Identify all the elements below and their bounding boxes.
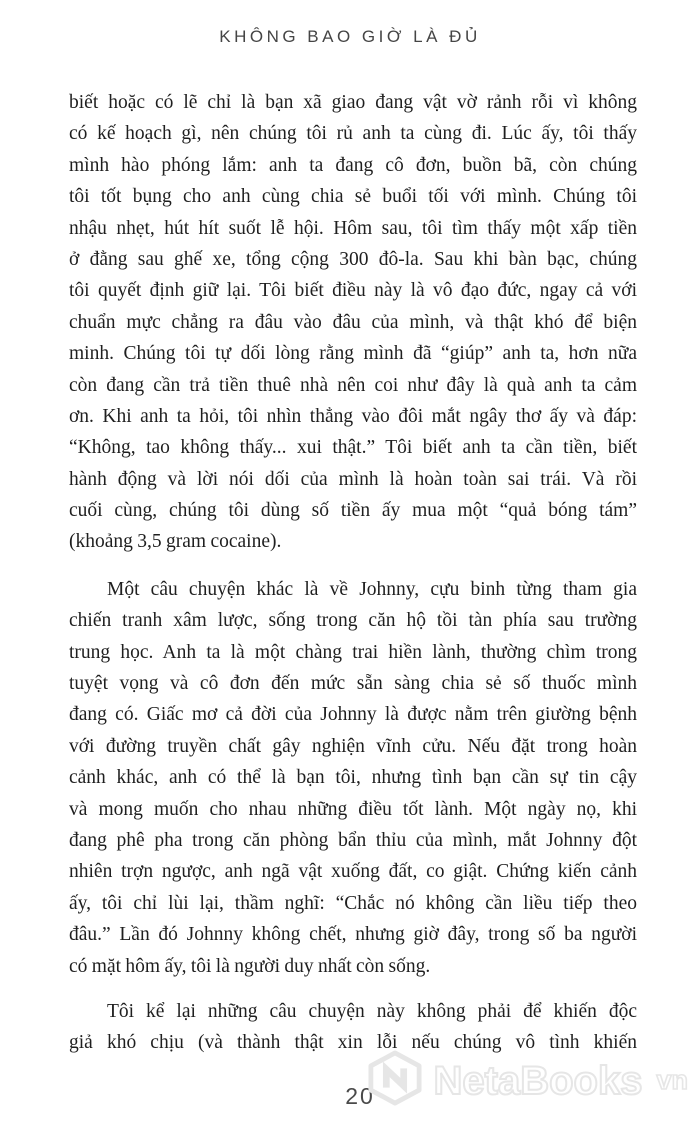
text-line: cuối cùng, chúng tôi dùng số tiền ấy mua một “quả bóng tám” <box>69 500 637 522</box>
text-line: và mong muốn cho nhau những điều tốt lành. Một ngày nọ, khi <box>69 798 637 820</box>
text-line: minh. Chúng tôi tự dối lòng rằng mình đã “giúp” anh ta, hơn nữa <box>69 343 637 365</box>
text-line: hành động và lời nói dối của mình là hoàn toàn sai trái. Và rồi <box>69 468 637 490</box>
text-line: còn đang cần trả tiền thuê nhà nên coi như đây là quà anh ta cảm <box>69 374 637 396</box>
text-line: ở đằng sau ghế xe, tổng cộng 300 đô-la. Sau khi bàn bạc, chúng <box>69 248 637 270</box>
running-header: KHÔNG BAO GIỜ LÀ ĐỦ <box>219 27 481 46</box>
watermark-brand-text: NetaBooks <box>433 1058 643 1103</box>
text-line: có kế hoạch gì, nên chúng tôi rủ anh ta cùng đi. Lúc ấy, tôi thấy <box>69 123 637 145</box>
text-line: mình hào phóng lắm: anh ta đang cô đơn, buồn bã, còn chúng <box>69 154 637 176</box>
text-line: tôi tốt bụng cho anh cùng chia sẻ buổi tối với mình. Chúng tôi <box>69 186 637 208</box>
text-line: đang phê pha trong căn phòng bẩn thỉu của mình, mắt Johnny đột <box>69 829 637 851</box>
text-line: giả khó chịu (và thành thật xin lỗi nếu chúng vô tình khiến <box>69 1032 637 1054</box>
text-line: ấy, tôi chỉ lùi lại, thầm nghĩ: “Chắc nó không cần liều tiếp theo <box>69 892 637 914</box>
text-line: Một câu chuyện khác là về Johnny, cựu binh từng tham gia <box>107 578 637 600</box>
text-line: cảnh khác, anh có thể là bạn tôi, nhưng tình bạn cần sự tin cậy <box>69 767 637 789</box>
body-text <box>69 87 637 1059</box>
text-line: tôi quyết định giữ lại. Tôi biết điều này là vô đạo đức, ngay cả với <box>69 280 637 302</box>
text-line: với đường truyền chất gây nghiện vĩnh cửu. Nếu đặt trong hoàn <box>69 735 637 757</box>
text-line: nhậu nhẹt, hút hít suốt lễ hội. Hôm sau, tôi tìm thấy một xấp tiền <box>69 217 637 239</box>
text-line: chuẩn mực chẳng ra đâu vào đâu của mình, và thật khó để biện <box>69 311 637 333</box>
text-line: Tôi kể lại những câu chuyện này không phải để khiến độc <box>107 1000 637 1022</box>
watermark <box>366 1050 688 1111</box>
text-line: đang có. Giấc mơ cả đời của Johnny là được nằm trên giường bệnh <box>69 704 637 726</box>
watermark-domain-text: vn <box>656 1065 688 1095</box>
paragraph <box>69 87 637 558</box>
page-number: 20 <box>345 1083 375 1109</box>
text-line: ơn. Khi anh ta hỏi, tôi nhìn thẳng vào đôi mắt ngây thơ ấy và đáp: <box>69 405 637 427</box>
text-line: chiến tranh xâm lược, sống trong căn hộ tồi tàn phía sau trường <box>69 610 637 632</box>
text-line: biết hoặc có lẽ chỉ là bạn xã giao đang vật vờ rảnh rỗi vì không <box>69 92 637 113</box>
text-line: trung học. Anh ta là một chàng trai hiền lành, thường chìm trong <box>69 641 637 663</box>
paragraph <box>69 996 637 1059</box>
text-line: có mặt hôm ấy, tôi là người duy nhất còn sống. <box>69 955 431 977</box>
text-line: (khoảng 3,5 gram cocaine). <box>69 531 282 553</box>
text-line: đâu.” Lần đó Johnny không chết, nhưng giờ đây, trong số ba người <box>69 924 637 946</box>
text-line: tuyệt vọng và cô đơn đến mức sẵn sàng chia sẻ số thuốc mình <box>69 673 637 695</box>
text-line: “Không, tao không thấy... xui thật.” Tôi biết anh ta cần tiền, biết <box>69 437 637 459</box>
text-line: nhiên trợn ngược, anh ngã vật xuống đất, co giật. Chứng kiến cảnh <box>69 861 637 883</box>
paragraph <box>69 574 637 982</box>
